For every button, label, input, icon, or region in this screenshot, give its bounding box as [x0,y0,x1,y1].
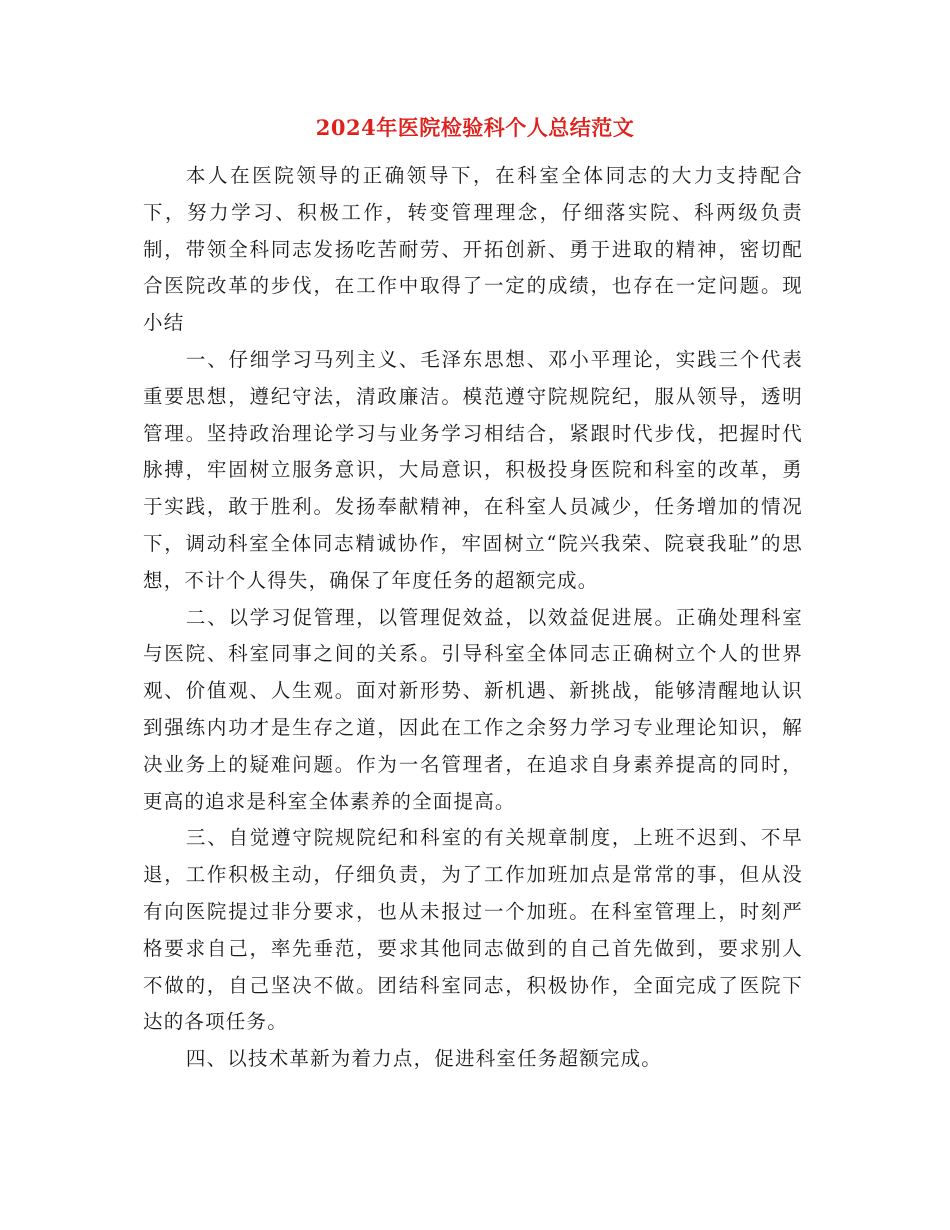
document-title: 2024年医院检验科个人总结范文 [315,115,635,140]
paragraph-section-2: 二、以学习促管理，以管理促效益，以效益促进展。正确处理科室与医院、科室同事之间的关系。引导科室全体同志正确树立个人的世界观、价值观、人生观。面对新形势、新机遇、新挑战，能够清醒地认识到强练内功才是生存之道，因此在工作之余努力学习专业理论知识，解决业务上的疑难问题。作为一名管理者，在追求自身素养提高的同时，更高的追求是科室全体素养的全面提高。 [143,605,803,813]
paragraph-intro: 本人在医院领导的正确领导下，在科室全体同志的大力支持配合下，努力学习、积极工作，转变管理理念，仔细落实院、科两级负责制，带领全科同志发扬吃苦耐劳、开拓创新、勇于进取的精神，密切配合医院改革的步伐，在工作中取得了一定的成绩，也存在一定问题。现小结 [143,164,803,335]
paragraph-section-4: 四、以技术革新为着力点，促进科室任务超额完成。 [185,1047,662,1071]
paragraph-section-3: 三、自觉遵守院规院纪和科室的有关规章制度，上班不迟到、不早退，工作积极主动，仔细负责，为了工作加班加点是常常的事，但从没有向医院提过非分要求，也从未报过一个加班。在科室管理上，时刻严格要求自己，率先垂范，要求其他同志做到的自己首先做到，要求别人不做的，自己坚决不做。团结科室同志，积极协作，全面完成了医院下达的各项任务。 [143,826,803,1034]
document-body [143,158,803,1078]
paragraph-section-1: 一、仔细学习马列主义、毛泽东思想、邓小平理论，实践三个代表重要思想，遵纪守法，清政廉洁。模范遵守院规院纪，服从领导，透明管理。坚持政治理论学习与业务学习相结合，紧跟时代步伐，把握时代脉搏，牢固树立服务意识，大局意识，积极投身医院和科室的改革，勇于实践，敢于胜利。发扬奉献精神，在科室人员减少，任务增加的情况下，调动科室全体同志精诚协作，牢固树立“院兴我荣、院衰我耻”的思想，不计个人得失，确保了年度任务的超额完成。 [143,347,803,592]
